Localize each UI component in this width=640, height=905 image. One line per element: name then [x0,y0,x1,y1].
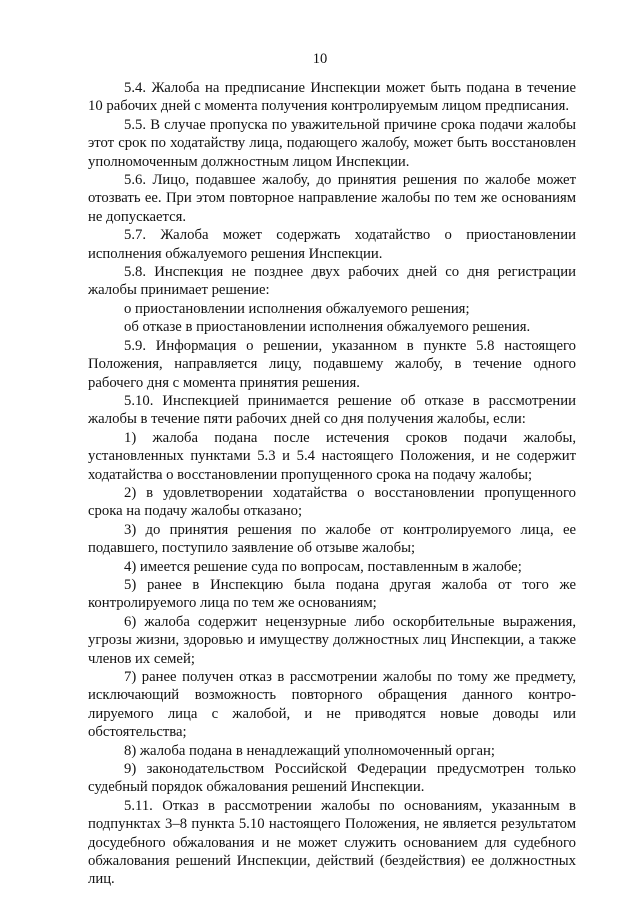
list-item-5-10-5: 5) ранее в Инспекцию была подана другая жалоба от того же контролируемого лица по тем же основаниям; [88,576,576,612]
list-item-5-10-7: 7) ранее получен отказ в рассмотрении жалобы по тому же предмету, исключающий возможность повторного обращения данного контролируемого лица с жалобой, и не приводятся новые доводы или обстоятельства; [88,669,576,741]
list-item-5-10-1: 1) жалоба подана после истечения сроков подачи жалобы, установленных пунктами 5.3 и 5.4 настоящего Положения, и не содержит ходатайства о восстановлении пропущенного срока на подачу жалобы; [88,429,576,483]
paragraph-5-9: 5.9. Информация о решении, указанном в пункте 5.8 настоящего Положения, направляется лицу, подавшему жалобу, в течение одного рабочего дня с момента принятия решения. [88,337,576,391]
paragraph-5-5: 5.5. В случае пропуска по уважительной причине срока подачи жалобы этот срок по ходатайству лица, подающего жалобу, может быть восстановлен уполномоченным должностным лицом Инспекции. [88,116,576,170]
list-item-5-10-6: 6) жалоба содержит нецензурные либо оскорбительные выражения, угрозы жизни, здоровью и имуществу должностных лиц Инспекции, а также членов их семей; [88,613,576,667]
paragraph-5-7: 5.7. Жалоба может содержать ходатайство о приостановлении исполнения обжалуемого решения Инспекции. [88,227,576,262]
paragraph-5-4: 5.4. Жалоба на предписание Инспекции может быть подана в течение 10 рабочих дней с момента получения контролируемым лицом предписания. [88,80,576,115]
list-item-5-10-4: 4) имеется решение суда по вопросам, поставленным в жалобе; [124,558,522,575]
list-item-5-10-9: 9) законодательством Российской Федерации предусмотрен только судебный порядок обжалования решений Инспекции. [88,761,576,796]
paragraph-5-8: 5.8. Инспекция не позднее двух рабочих дней со дня регистрации жалобы принимает решение: [88,264,576,299]
paragraph-5-8-option-suspend: о приостановлении исполнения обжалуемого решения; [124,300,470,317]
paragraph-5-11: 5.11. Отказ в рассмотрении жалобы по основаниям, указанным в подпунктах 3–8 пункта 5.10 настоящего Положения, не является результатом досудебного обжалования и не может служить основанием для судебного обжалования решений Инспекции, действий (бездействия) ее должностных лиц. [88,797,576,888]
list-item-5-10-8: 8) жалоба подана в ненадлежащий уполномоченный орган; [124,742,495,759]
list-item-5-10-3: 3) до принятия решения по жалобе от контролируемого лица, ее подавшего, поступило заявление об отзыве жалобы; [88,521,576,557]
document-body [88,79,576,889]
list-item-5-10-2: 2) в удовлетворении ходатайства о восстановлении пропущенного срока на подачу жалобы отказано; [88,484,576,520]
paragraph-5-6: 5.6. Лицо, подавшее жалобу, до принятия решения по жалобе может отозвать ее. При этом повторное направление жалобы по тем же основаниям не допускается. [88,172,576,225]
paragraph-5-8-option-refuse: об отказе в приостановлении исполнения обжалуемого решения. [124,319,531,336]
page-number: 10 [312,51,328,67]
paragraph-5-10: 5.10. Инспекцией принимается решение об отказе в рассмотрении жалобы в течение пяти рабочих дней со дня получения жалобы, если: [88,392,576,428]
